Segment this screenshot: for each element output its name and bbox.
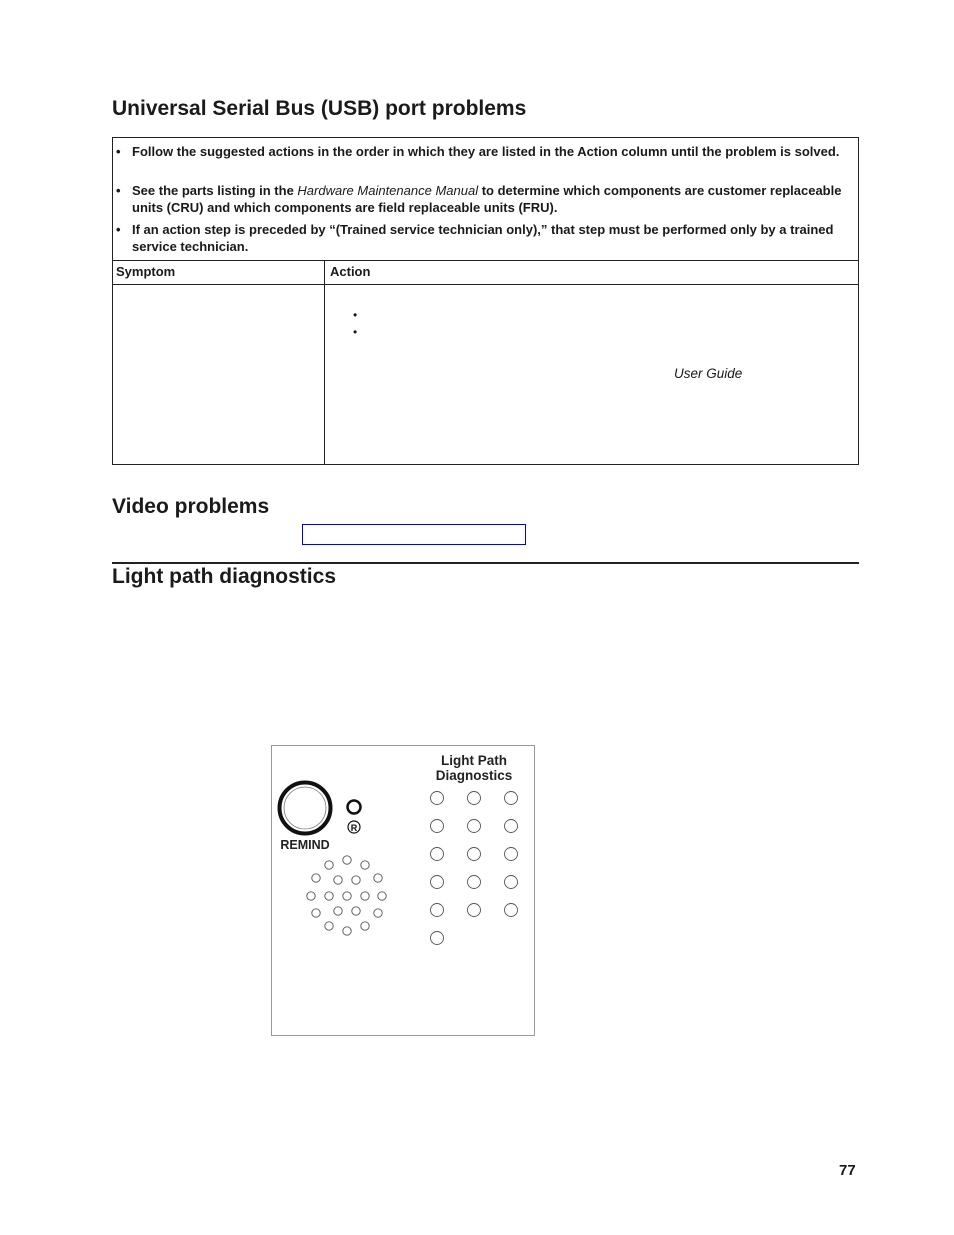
bullet: • [353, 308, 358, 322]
note-item: • See the parts listing in the Hardware Maintenance Manual to determine which components are customer replaceable units (CRU) and which components are field replaceable units (FRU). [116, 183, 842, 215]
usb-section-heading: Universal Serial Bus (USB) port problems [112, 97, 527, 120]
manual-title: Hardware Maintenance Manual [297, 183, 479, 198]
panel-title-line2: Diagnostics [435, 768, 513, 783]
reset-symbol-letter: R [350, 823, 358, 833]
note-item: • If an action step is preceded by “(Trained service technician only),” that step must be performed only by a trained service technician. [116, 222, 834, 254]
page-number: 77 [839, 1162, 856, 1179]
bullet: • [353, 325, 358, 339]
note-text: If an action step is preceded by “(Trained service technician only),” that step must be performed only by a trained service technician. [132, 222, 834, 254]
note-text: to determine which components are customer replaceable units (CRU) and which components are field replaceable units (FRU). [132, 183, 842, 215]
panel-title-line1: Light Path [441, 753, 507, 768]
video-section-heading: Video problems [112, 495, 270, 518]
light-path-section-heading: Light path diagnostics [112, 565, 336, 588]
note-text: Follow the suggested actions in the order in which they are listed in the Action column until the problem is solved. [132, 144, 840, 159]
remind-label: REMIND [280, 838, 330, 852]
note-item: • Follow the suggested actions in the order in which they are listed in the Action column until the problem is solved. [116, 144, 840, 159]
symptom-column-header: Symptom [116, 264, 176, 279]
action-column-header: Action [330, 264, 371, 279]
user-guide-reference: User Guide [674, 366, 743, 381]
panel-outline [272, 746, 535, 1036]
note-text: See the parts listing in the [132, 183, 298, 198]
